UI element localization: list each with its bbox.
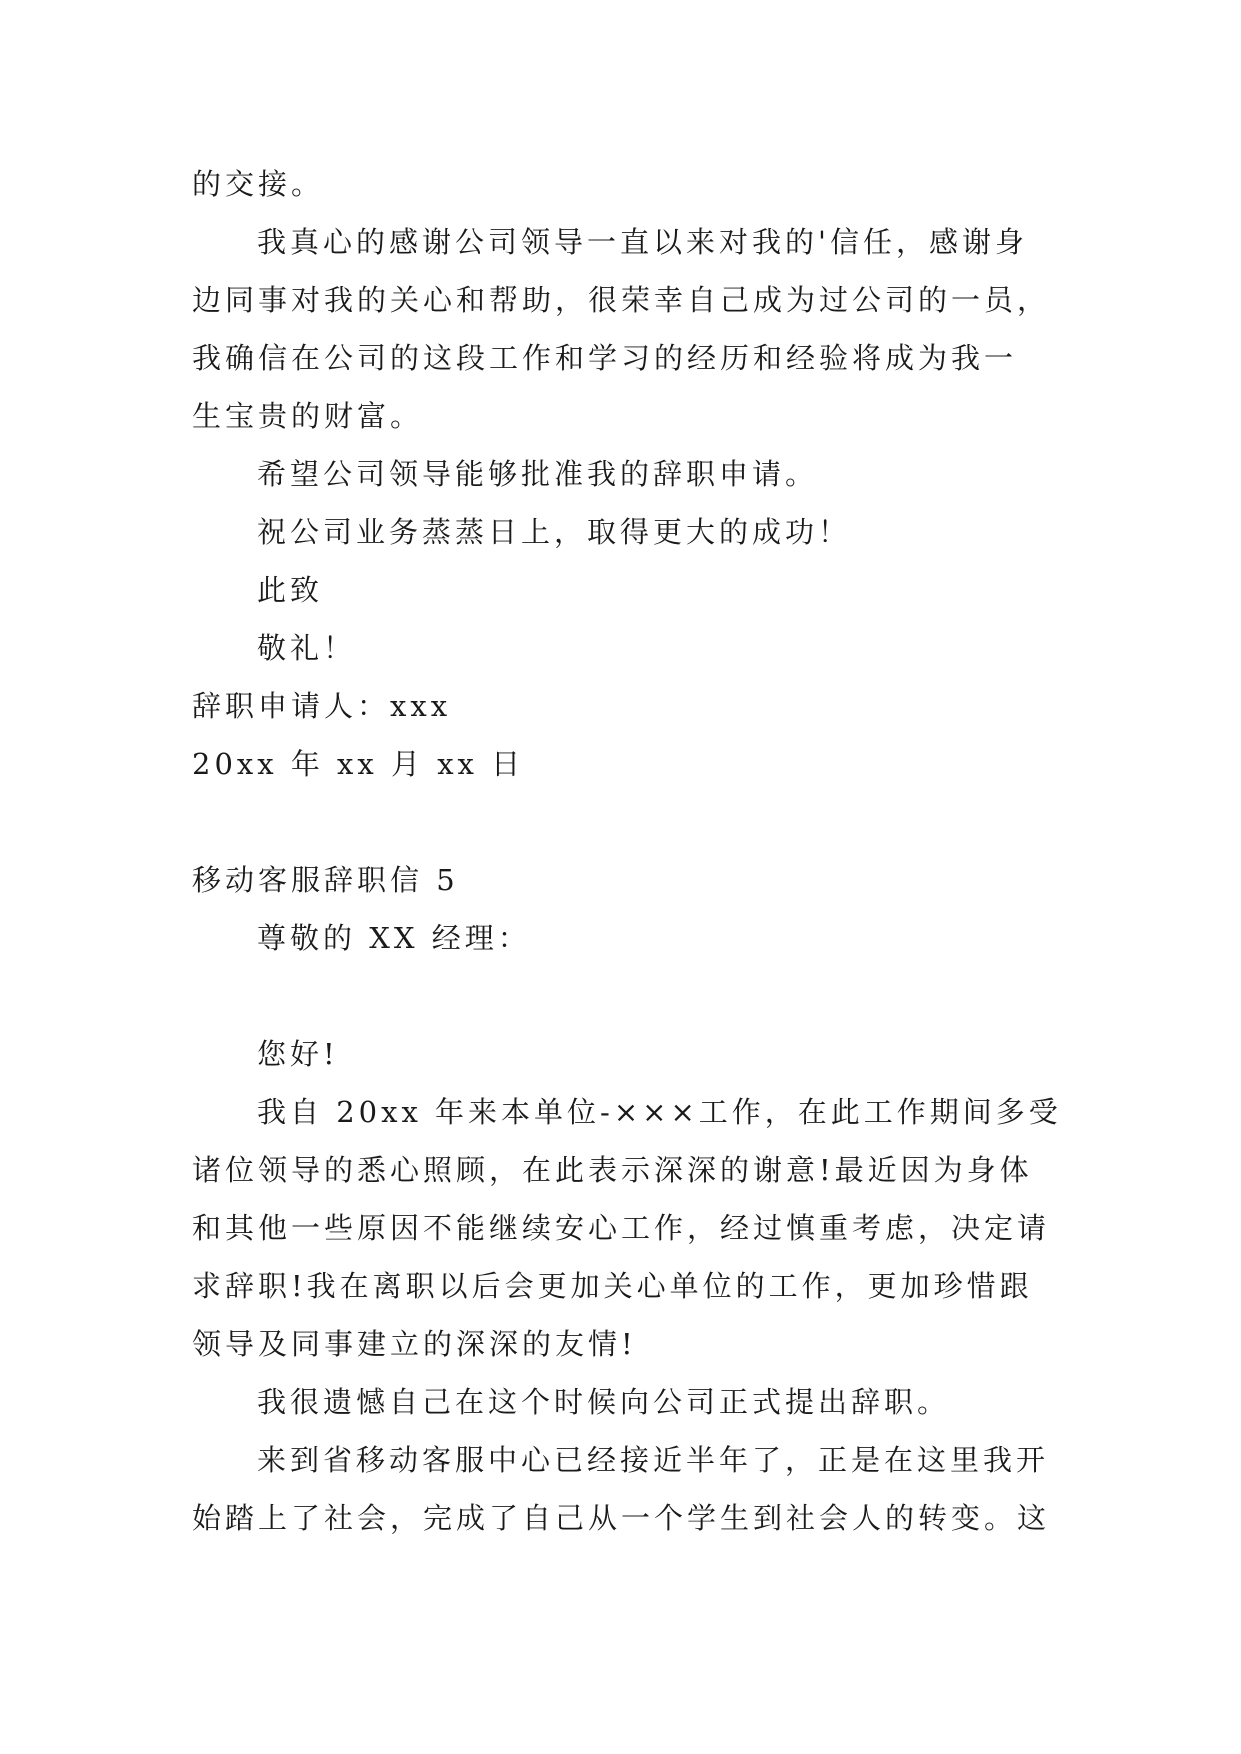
- section-title: 移动客服辞职信 5: [192, 863, 459, 897]
- greeting: 您好!: [257, 1037, 339, 1071]
- salutation: 尊敬的 XX 经理：: [257, 921, 531, 955]
- text-line: 的交接。: [192, 167, 325, 201]
- text-line: 始踏上了社会，完成了自己从一个学生到社会人的转变。这: [192, 1501, 1051, 1535]
- text-line: 祝公司业务蒸蒸日上，取得更大的成功！: [257, 515, 852, 549]
- text-line: 领导及同事建立的深深的友情!: [192, 1327, 637, 1361]
- text-line: 敬礼！: [257, 631, 357, 665]
- text-line: 诸位领导的悉心照顾，在此表示深深的谢意!最近因为身体: [192, 1153, 1033, 1187]
- date-line: 20xx 年 xx 月 xx 日: [192, 747, 525, 781]
- text-line: 来到省移动客服中心已经接近半年了，正是在这里我开: [257, 1443, 1050, 1477]
- text-line: 和其他一些原因不能继续安心工作，经过慎重考虑，决定请: [192, 1211, 1051, 1245]
- signature-line: 辞职申请人：xxx: [192, 689, 452, 723]
- text-line: 我确信在公司的这段工作和学习的经历和经验将成为我一: [192, 341, 1018, 375]
- text-line: 希望公司领导能够批准我的辞职申请。: [257, 457, 819, 491]
- text-line: 我自 20xx 年来本单位-×××工作，在此工作期间多受: [257, 1095, 1062, 1129]
- text-line: 边同事对我的关心和帮助，很荣幸自己成为过公司的一员，: [192, 283, 1051, 317]
- text-line: 我真心的感谢公司领导一直以来对我的'信任，感谢身: [257, 225, 1028, 259]
- text-line: 此致: [257, 573, 324, 607]
- text-line: 求辞职!我在离职以后会更加关心单位的工作，更加珍惜跟: [192, 1269, 1033, 1303]
- text-line: 我很遗憾自己在这个时候向公司正式提出辞职。: [257, 1385, 951, 1419]
- text-line: 生宝贵的财富。: [192, 399, 424, 433]
